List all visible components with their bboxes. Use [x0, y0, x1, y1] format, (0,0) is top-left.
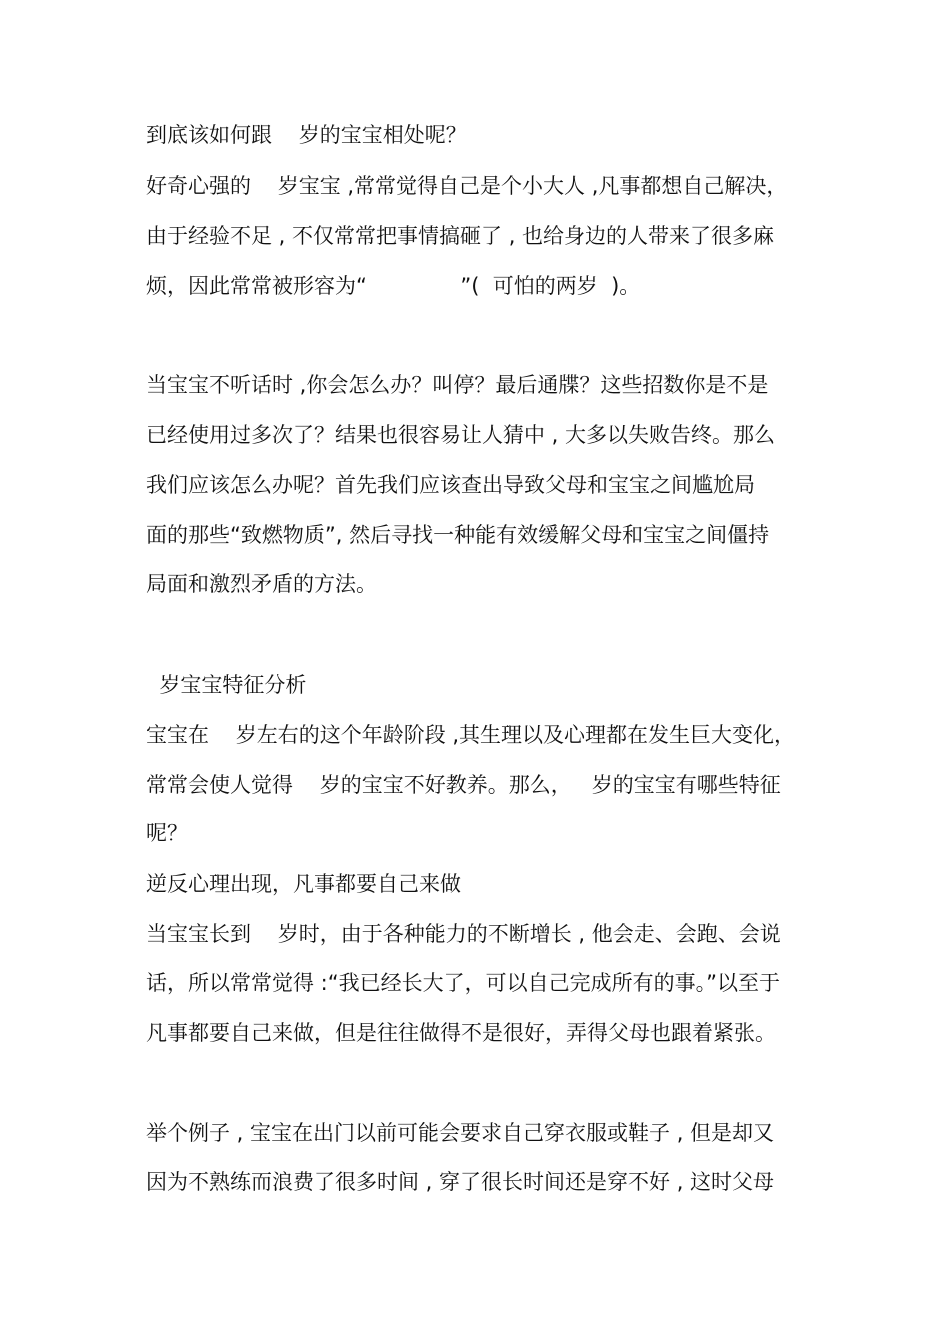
paragraph-4-line-1: 宝宝在 岁左右的这个年龄阶段 ,其生理以及心理都在发生巨大变化，: [146, 723, 796, 747]
paragraph-4-line-2: 常常会使人觉得 岁的宝宝不好教养。那么， 岁的宝宝有哪些特征: [146, 773, 781, 797]
paragraph-3-line-1: 当宝宝不听话时 ,你会怎么办？叫停？最后通牒？这些招数你是不是: [146, 373, 769, 397]
paragraph-6-line-2: 因为不熟练而浪费了很多时间 , 穿了很长时间还是穿不好 , 这时父母: [146, 1170, 775, 1194]
subheading: 逆反心理出现，凡事都要自己来做: [146, 872, 461, 896]
paragraph-1-line-1: 到底该如何跟 岁的宝宝相处呢？: [146, 123, 467, 147]
paragraph-2-line-1: 好奇心强的 岁宝宝 ,常常觉得自己是个小大人 ,凡事都想自己解决，: [146, 174, 788, 198]
paragraph-5-line-3: 凡事都要自己来做，但是往往做得不是很好，弄得父母也跟着紧张。: [146, 1021, 776, 1045]
paragraph-3-line-2: 已经使用过多次了？结果也很容易让人猜中 , 大多以失败告终。那么: [146, 423, 776, 447]
paragraph-2-line-3: 烦，因此常常被形容为“ ”( 可怕的两岁 )。: [146, 274, 641, 298]
section-heading: 岁宝宝特征分析: [146, 673, 307, 697]
paragraph-3-line-5: 局面和激烈矛盾的方法。: [146, 572, 377, 596]
paragraph-5-line-1: 当宝宝长到 岁时，由于各种能力的不断增长 , 他会走、会跑、会说: [146, 922, 781, 946]
paragraph-3-line-4: 面的那些“致燃物质”, 然后寻找一种能有效缓解父母和宝宝之间僵持: [146, 523, 770, 547]
paragraph-4-line-3: 呢？: [146, 821, 188, 845]
paragraph-2-line-2: 由于经验不足 , 不仅常常把事情搞砸了 , 也给身边的人带来了很多麻: [146, 224, 775, 248]
paragraph-6-line-1: 举个例子 , 宝宝在出门以前可能会要求自己穿衣服或鞋子 , 但是却又: [146, 1121, 775, 1145]
paragraph-5-line-2: 话，所以常常觉得 :“我已经长大了，可以自己完成所有的事。”以至于: [146, 971, 781, 995]
paragraph-3-line-3: 我们应该怎么办呢？首先我们应该查出导致父母和宝宝之间尴尬局: [146, 473, 755, 497]
